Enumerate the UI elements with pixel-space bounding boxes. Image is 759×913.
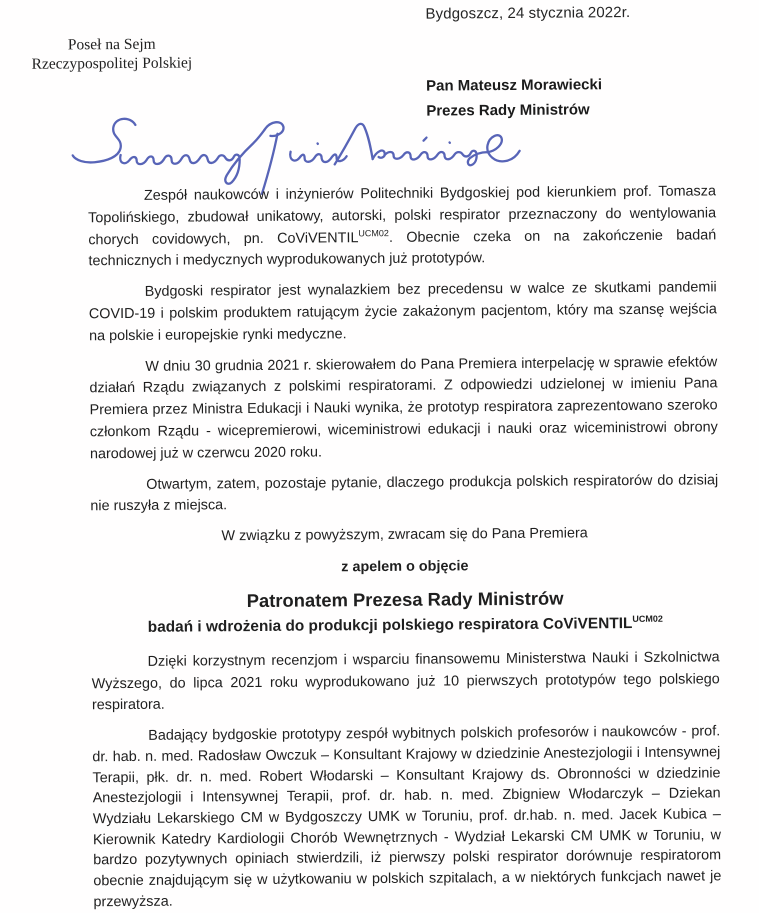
paragraph-1	[88, 181, 717, 273]
recipient-title: Prezes Rady Ministrów	[426, 101, 590, 120]
paragraph-1-text-after: . Obecnie czeka on na zakończenie badań technicznych i medycznych wyprodukowanych już prototypów.	[88, 226, 717, 270]
sender-line-1: Poseł na Sejm	[67, 35, 156, 54]
appeal-line-1: z apelem o objęcie	[341, 558, 469, 576]
appeal-subtitle-text: badań i wdrożenia do produkcji polskiego respiratora CoViVENTIL	[147, 614, 633, 636]
appeal-intro-line: W związku z powyższym, zwracam się do Pana Premiera	[221, 525, 588, 545]
appeal-subtitle	[91, 612, 719, 639]
paragraph-5: Dzięki korzystnym recenzjom i wsparciu finansowemu Ministerstwa Nauki i Szkolnictwa Wyższego, do lipca 2021 roku wyprodukowano już 10 pierwszych prototypów tego polskiego respiratora.	[91, 649, 720, 714]
sender-letterhead	[9, 35, 215, 74]
letter-body	[88, 181, 722, 912]
paragraph-2: Bydgoski respirator jest wynalazkiem bez precedensu w walce ze skutkami pandemii COVID-19 i polskim produktem ratującym życie zakażonym pacjentom, który ma szansę wejścia na polskie i europejskie rynki medyczne.	[88, 279, 717, 345]
paragraph-1-text: Zespół naukowców i inżynierów Politechniki Bydgoskiej pod kierunkiem prof. Tomasza Topolińskiego, zbudował unikatowy, autorski, polski respirator przeznaczony do wentylowania chorych covidowych, pn. CoViVENTIL	[88, 183, 717, 248]
date-line: Bydgoszcz, 24 stycznia 2022r.	[425, 4, 631, 23]
appeal-title: Patronatem Prezesa Rady Ministrów	[246, 587, 564, 611]
sender-line-2: Rzeczypospolitej Polskiej	[31, 53, 193, 73]
model-code-superscript-2: UCM02	[632, 613, 663, 624]
model-code-superscript: UCM02	[358, 227, 389, 238]
paragraph-4: Otwartym, zatem, pozostaje pytanie, dlaczego produkcja polskich respiratorów do dzisiaj nie ruszyła z miejsca.	[90, 471, 719, 515]
paragraph-6: Badający bydgoskie prototypy zespół wybitnych polskich profesorów i naukowców - prof. dr. hab. n. med. Radosław Owczuk – Konsultant Krajowy w dziedzinie Anestezjologii i Intensywnej Terapii, płk. dr. n. med. Robert Włodarski – Konsultant Krajowy ds. Obronności w dziedzinie Anestezjologii i Intensywnej Terapii, prof. dr. hab. n. med. Zbigniew Włodarczyk – Dziekan Wydziału Lekarskiego CM w Bydgoszczy UMK w Toruniu, prof. dr.hab. n. med. Jacek Kubica – Kierownik Katedry Kardiologii Chorób Wewnętrznych - Wydział Lekarski CM UMK w Toruniu, w bardzo pozytywnych opiniach stwierdzili, iż pierwszy polski respirator dorównuje respiratorom obecnie znajdującym się w użytkowaniu w polskich szpitalach, a w niektórych funkcjach nawet je przewyższa.	[92, 723, 722, 911]
recipient-name: Pan Mateusz Morawiecki	[426, 76, 603, 95]
paragraph-3: W dniu 30 grudnia 2021 r. skierowałem do Pana Premiera interpelację w sprawie efektów działań Rządu związanych z polskimi respiratorami. Z odpowiedzi udzielonej w imieniu Pana Premiera przez Ministra Edukacji i Nauki wynika, że prototyp respiratora zaprezentowano szeroko członkom Rządu - wicepremierowi, wiceministrowi edukacji i nauki oraz wiceministrowi obrony narodowej już w czerwcu 2020 roku.	[89, 353, 718, 463]
